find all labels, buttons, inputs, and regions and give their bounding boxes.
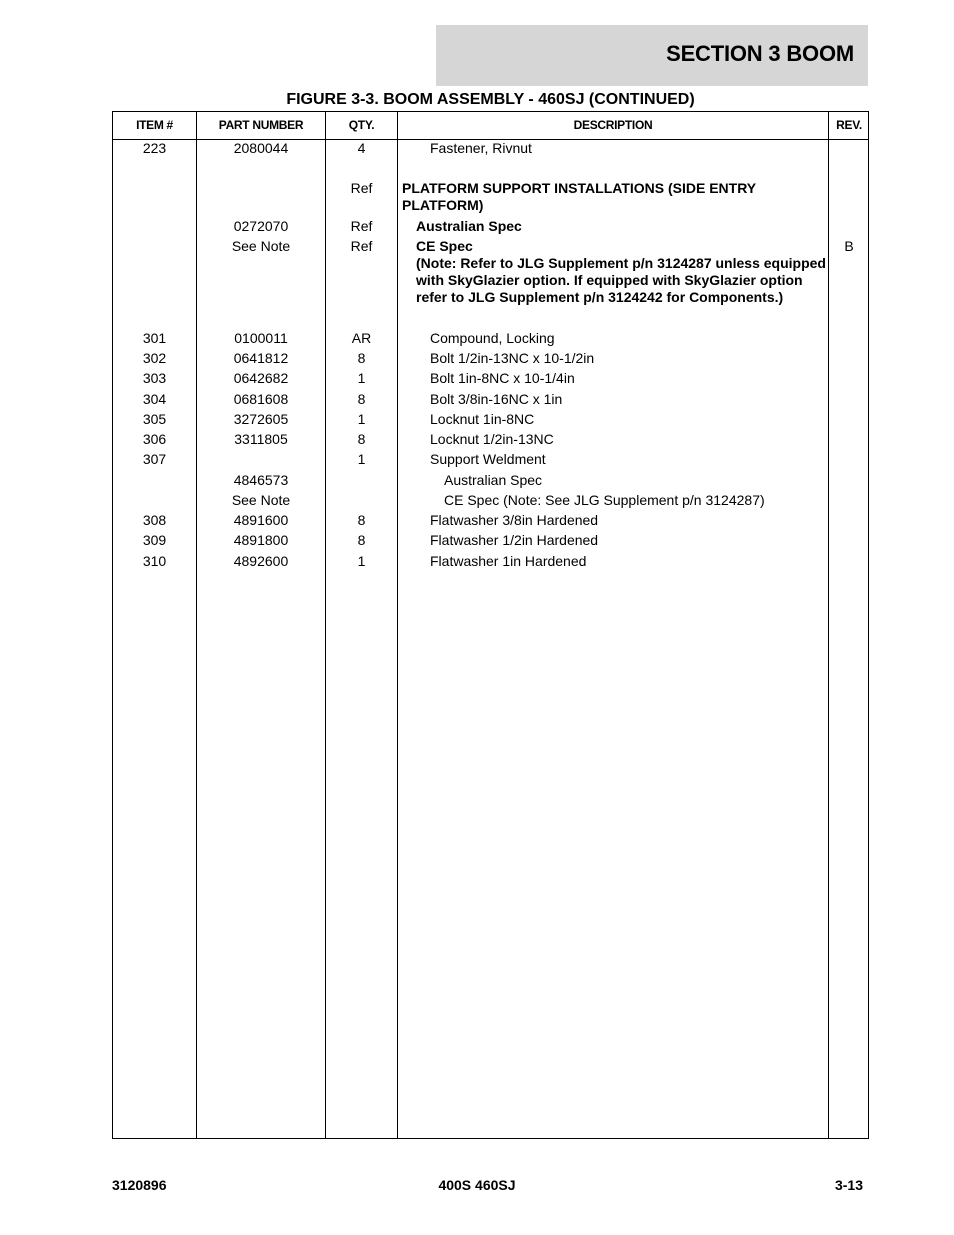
item-number: 301: [142, 330, 167, 346]
item-number: 306: [142, 431, 167, 447]
figure-title: FIGURE 3-3. BOOM ASSEMBLY - 460SJ (CONTINUED): [286, 91, 695, 108]
description: Bolt 1/2in-13NC x 10-1/2in: [430, 350, 595, 366]
footer-document-number: 3120896: [112, 1177, 167, 1193]
part-number: 3272605: [233, 411, 289, 427]
quantity: Ref: [350, 180, 373, 196]
quantity: 1: [357, 411, 366, 427]
item-number: 223: [142, 140, 167, 156]
parts-table: [112, 111, 869, 1139]
part-number: 0642682: [233, 370, 289, 386]
description: Compound, Locking: [430, 330, 555, 346]
item-number: 307: [142, 451, 167, 467]
description: Support Weldment: [430, 451, 546, 467]
part-number: 4846573: [233, 472, 289, 488]
quantity: 8: [357, 391, 366, 407]
quantity: 8: [357, 350, 366, 366]
quantity: 8: [357, 532, 366, 548]
quantity: 8: [357, 512, 366, 528]
description: Locknut 1in-8NC: [430, 411, 535, 427]
quantity: Ref: [350, 238, 373, 254]
item-number: 304: [142, 391, 167, 407]
quantity: AR: [351, 330, 372, 346]
quantity: 4: [357, 140, 366, 156]
description: Australian Spec: [416, 218, 522, 234]
section-header: SECTION 3 BOOM: [436, 25, 868, 86]
item-number: 303: [142, 370, 167, 386]
description-title: CE Spec: [416, 238, 473, 254]
quantity: 1: [357, 451, 366, 467]
part-number: 0641812: [233, 350, 289, 366]
description: PLATFORM SUPPORT INSTALLATIONS (SIDE ENTRY PLATFORM): [402, 180, 756, 213]
part-number: 2080044: [233, 140, 289, 156]
quantity: 1: [357, 370, 366, 386]
description: Flatwasher 1/2in Hardened: [430, 532, 599, 548]
description: [398, 238, 828, 306]
quantity: 8: [357, 431, 366, 447]
footer-page-number: 3-13: [834, 1177, 863, 1193]
part-number: See Note: [231, 238, 291, 254]
description: Flatwasher 1in Hardened: [430, 553, 587, 569]
quantity: 1: [357, 553, 366, 569]
part-number: See Note: [231, 492, 291, 508]
column-divider: [325, 112, 326, 1138]
column-divider: [828, 112, 829, 1138]
description: Australian Spec: [444, 472, 543, 488]
header-rev: REV.: [836, 118, 862, 132]
description: CE Spec (Note: See JLG Supplement p/n 3124287): [444, 492, 765, 508]
header-item: ITEM #: [136, 118, 173, 132]
quantity: Ref: [350, 218, 373, 234]
revision: B: [844, 238, 854, 254]
part-number: 4891600: [233, 512, 289, 528]
description: Locknut 1/2in-13NC: [430, 431, 554, 447]
part-number: 4891800: [233, 532, 289, 548]
footer-model: 400S 460SJ: [438, 1177, 516, 1193]
description: Bolt 3/8in-16NC x 1in: [430, 391, 563, 407]
part-number: 4892600: [233, 553, 289, 569]
item-number: 309: [142, 532, 167, 548]
item-number: 305: [142, 411, 167, 427]
header-part-number: PART NUMBER: [218, 118, 304, 132]
description: Bolt 1in-8NC x 10-1/4in: [430, 370, 575, 386]
description: Fastener, Rivnut: [430, 140, 532, 156]
header-description: DESCRIPTION: [573, 118, 653, 132]
description-note: (Note: Refer to JLG Supplement p/n 3124287 unless equipped with SkyGlazier option. If equipped with SkyGlazier option refer to JLG Supplement p/n 3124242 for Components.): [416, 255, 826, 305]
header-qty: QTY.: [348, 118, 375, 132]
description: Flatwasher 3/8in Hardened: [430, 512, 599, 528]
part-number: 0272070: [233, 218, 289, 234]
part-number: 0681608: [233, 391, 289, 407]
item-number: 308: [142, 512, 167, 528]
table-header-row: [113, 112, 868, 140]
part-number: 3311805: [234, 431, 288, 447]
column-divider: [196, 112, 197, 1138]
item-number: 302: [142, 350, 167, 366]
part-number: 0100011: [234, 330, 288, 346]
item-number: 310: [142, 553, 167, 569]
